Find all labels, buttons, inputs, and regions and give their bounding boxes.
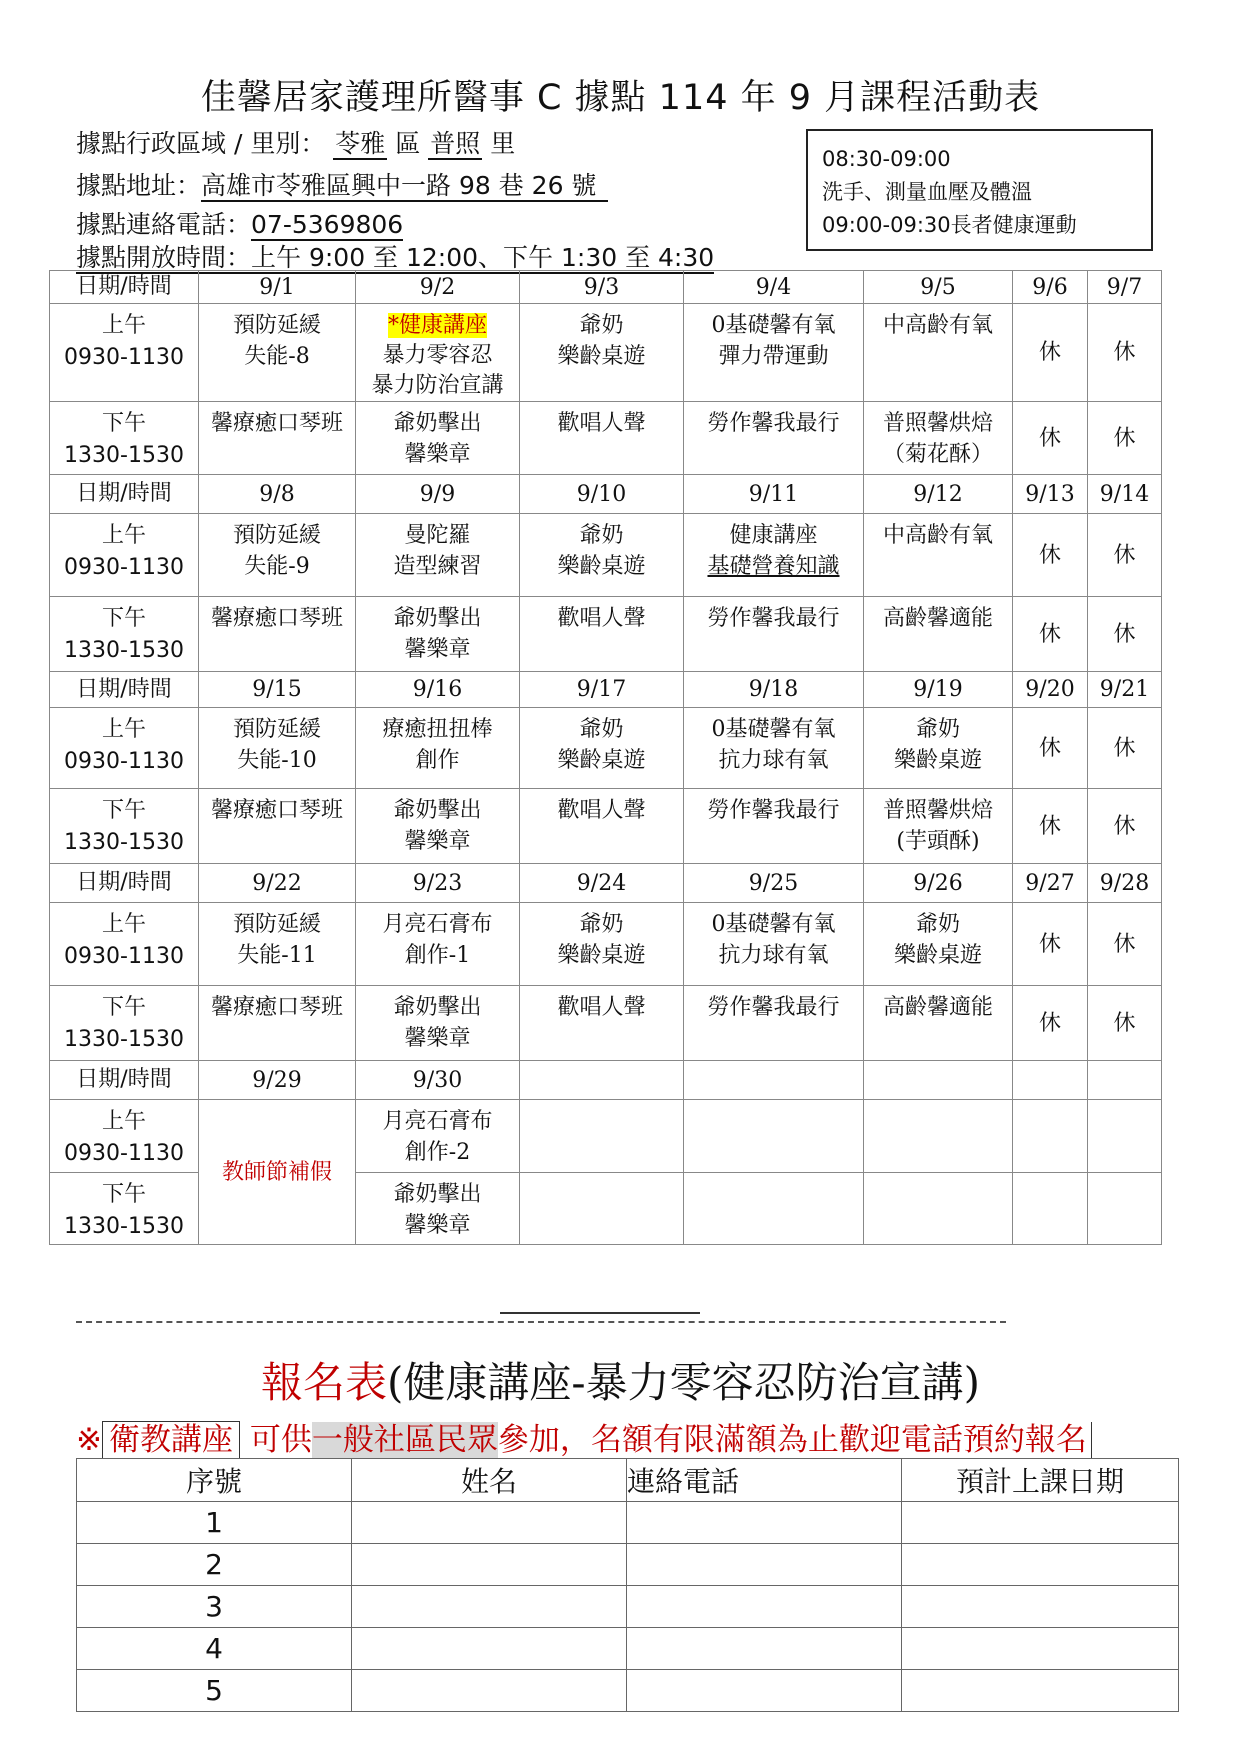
- address-value: 高雄市苓雅區興中一路 98 巷 26 號: [201, 171, 608, 202]
- activity-cell: 馨療癒口琴班: [199, 789, 356, 864]
- activity-cell: 月亮石膏布 創作-1: [356, 903, 520, 986]
- row-number: 2: [77, 1544, 352, 1586]
- activity-cell: 歡唱人聲: [520, 789, 684, 864]
- registration-note: ※ 衛教講座 可供一般社區民眾參加，名額有限滿額為止歡迎電話預約報名: [76, 1414, 1092, 1459]
- health-lecture-highlight: *健康講座: [387, 313, 487, 338]
- general-public-highlight: 一般社區民眾: [311, 1422, 498, 1458]
- phone-field[interactable]: [627, 1544, 902, 1586]
- activity-cell: 療癒扭扭棒 創作: [356, 708, 520, 789]
- am-slot-label: 上午 0930-1130: [50, 304, 199, 402]
- activity-cell: 預防延緩 失能-11: [199, 903, 356, 986]
- rest-cell: 休: [1088, 903, 1162, 986]
- activity-cell: 爺奶擊出 馨樂章: [356, 402, 520, 475]
- empty-cell: [864, 1173, 1013, 1245]
- district-label: 據點行政區域 / 里別：: [76, 129, 326, 158]
- activity-cell-highlight: *健康講座 暴力零容忍 暴力防治宣講: [356, 304, 520, 402]
- empty-cell: [1088, 1061, 1162, 1100]
- address-label: 據點地址：: [76, 171, 202, 200]
- date-cell: 9/22: [199, 864, 356, 903]
- empty-cell: [864, 1100, 1013, 1173]
- activity-cell: 中高齡有氧: [864, 304, 1013, 402]
- activity-cell: 爺奶 樂齡桌遊: [864, 708, 1013, 789]
- activity-cell: 預防延緩 失能-9: [199, 514, 356, 597]
- notice-line-3: 09:00-09:30長者健康運動: [822, 213, 1077, 237]
- registration-row: [77, 1502, 1179, 1544]
- header-label: 日期/時間: [50, 672, 199, 708]
- week4-header-row: [50, 864, 1162, 903]
- phone-field[interactable]: [627, 1502, 902, 1544]
- rest-cell: 休: [1088, 986, 1162, 1061]
- activity-cell: 馨療癒口琴班: [199, 402, 356, 475]
- empty-cell: [520, 1173, 684, 1245]
- rest-cell: 休: [1013, 708, 1088, 789]
- rest-cell: 休: [1088, 514, 1162, 597]
- col-header-number: 序號: [77, 1459, 352, 1502]
- rest-cell: 休: [1088, 304, 1162, 402]
- am-slot-label: 上午 0930-1130: [50, 708, 199, 789]
- activity-cell: 月亮石膏布 創作-2: [356, 1100, 520, 1173]
- date-field[interactable]: [902, 1502, 1179, 1544]
- activity-cell: 爺奶擊出 馨樂章: [356, 1173, 520, 1245]
- rest-cell: 休: [1013, 514, 1088, 597]
- week2-pm-row: [50, 597, 1162, 672]
- header-label: 日期/時間: [50, 475, 199, 514]
- rest-cell: 休: [1013, 402, 1088, 475]
- empty-cell: [1013, 1173, 1088, 1245]
- rest-cell: 休: [1088, 708, 1162, 789]
- activity-cell: 爺奶擊出 馨樂章: [356, 986, 520, 1061]
- activity-cell: 爺奶擊出 馨樂章: [356, 789, 520, 864]
- activity-cell: 爺奶 樂齡桌遊: [520, 903, 684, 986]
- header-label: 日期/時間: [50, 864, 199, 903]
- date-cell: 9/11: [684, 475, 864, 514]
- date-cell: 9/20: [1013, 672, 1088, 708]
- phone-field[interactable]: [627, 1628, 902, 1670]
- district-value: 苓雅: [335, 129, 386, 158]
- week3-am-row: [50, 708, 1162, 789]
- name-field[interactable]: [352, 1544, 627, 1586]
- week2-header-row: [50, 475, 1162, 514]
- registration-row: [77, 1544, 1179, 1586]
- activity-cell: 爺奶 樂齡桌遊: [864, 903, 1013, 986]
- date-cell: 9/19: [864, 672, 1013, 708]
- week1-header-row: [50, 271, 1162, 304]
- activity-cell: 健康講座 基礎營養知識: [684, 514, 864, 597]
- schedule-table: [49, 270, 1162, 1245]
- registration-header-row: [77, 1459, 1179, 1502]
- activity-cell: 0基礎馨有氧 抗力球有氧: [684, 708, 864, 789]
- hours-value: 上午 9:00 至 12:00、下午 1:30 至 4:30: [251, 243, 715, 272]
- empty-cell: [1013, 1100, 1088, 1173]
- row-number: 4: [77, 1628, 352, 1670]
- village-value: 普照: [430, 129, 481, 158]
- activity-cell: 預防延緩 失能-8: [199, 304, 356, 402]
- date-cell: 9/16: [356, 672, 520, 708]
- am-slot-label: 上午 0930-1130: [50, 514, 199, 597]
- date-cell: 9/28: [1088, 864, 1162, 903]
- week2-am-row: [50, 514, 1162, 597]
- activity-cell: 馨療癒口琴班: [199, 986, 356, 1061]
- week1-pm-row: [50, 402, 1162, 475]
- date-field[interactable]: [902, 1586, 1179, 1628]
- activity-cell: 馨療癒口琴班: [199, 597, 356, 672]
- daily-notice-box: [806, 129, 1153, 251]
- activity-cell: 曼陀羅 造型練習: [356, 514, 520, 597]
- notice-line-2: 洗手、測量血壓及體溫: [822, 180, 1032, 204]
- rest-cell: 休: [1013, 597, 1088, 672]
- phone-line: [76, 205, 403, 241]
- nutrition-topic: 基礎營養知識: [707, 554, 840, 579]
- date-cell: 9/8: [199, 475, 356, 514]
- activity-cell: 高齡馨適能: [864, 986, 1013, 1061]
- empty-cell: [520, 1100, 684, 1173]
- registration-row: [77, 1628, 1179, 1670]
- col-header-phone: 連絡電話: [627, 1459, 902, 1502]
- phone-label: 據點連絡電話：: [76, 210, 252, 239]
- date-cell: 9/1: [199, 271, 356, 304]
- activity-cell: 歡唱人聲: [520, 986, 684, 1061]
- activity-cell: 爺奶 樂齡桌遊: [520, 514, 684, 597]
- date-cell: 9/25: [684, 864, 864, 903]
- activity-cell: 歡唱人聲: [520, 402, 684, 475]
- date-cell: 9/10: [520, 475, 684, 514]
- week1-am-row: [50, 304, 1162, 402]
- cut-line-solid: [500, 1312, 700, 1314]
- pm-slot-label: 下午 1330-1530: [50, 986, 199, 1061]
- week5-am-row: [50, 1100, 1162, 1173]
- empty-cell: [520, 1061, 684, 1100]
- date-cell: 9/23: [356, 864, 520, 903]
- activity-cell: 爺奶 樂齡桌遊: [520, 708, 684, 789]
- village-unit: 里: [490, 129, 516, 158]
- date-cell: 9/12: [864, 475, 1013, 514]
- pm-slot-label: 下午 1330-1530: [50, 597, 199, 672]
- date-cell: 9/15: [199, 672, 356, 708]
- date-cell: 9/21: [1088, 672, 1162, 708]
- week3-pm-row: [50, 789, 1162, 864]
- hours-label: 據點開放時間：: [76, 243, 252, 272]
- date-cell: 9/14: [1088, 475, 1162, 514]
- activity-cell: 預防延緩 失能-10: [199, 708, 356, 789]
- activity-cell: 爺奶 樂齡桌遊: [520, 304, 684, 402]
- activity-cell: 歡唱人聲: [520, 597, 684, 672]
- activity-cell: 勞作馨我最行: [684, 789, 864, 864]
- header-label: 日期/時間: [50, 271, 199, 304]
- pm-slot-label: 下午 1330-1530: [50, 789, 199, 864]
- registration-row: [77, 1586, 1179, 1628]
- rest-cell: 休: [1013, 789, 1088, 864]
- name-field[interactable]: [352, 1586, 627, 1628]
- date-cell: 9/13: [1013, 475, 1088, 514]
- am-slot-label: 上午 0930-1130: [50, 1100, 199, 1173]
- date-cell: 9/7: [1088, 271, 1162, 304]
- row-number: 5: [77, 1670, 352, 1712]
- col-header-date: 預計上課日期: [902, 1459, 1179, 1502]
- week3-header-row: [50, 672, 1162, 708]
- district-unit: 區: [395, 129, 421, 158]
- activity-cell: 爺奶擊出 馨樂章: [356, 597, 520, 672]
- date-cell: 9/2: [356, 271, 520, 304]
- col-header-name: 姓名: [352, 1459, 627, 1502]
- address-line: [76, 166, 608, 202]
- rest-cell: 休: [1088, 402, 1162, 475]
- empty-cell: [864, 1061, 1013, 1100]
- am-slot-label: 上午 0930-1130: [50, 903, 199, 986]
- activity-cell: 勞作馨我最行: [684, 597, 864, 672]
- row-number: 3: [77, 1586, 352, 1628]
- empty-cell: [684, 1173, 864, 1245]
- date-cell: 9/24: [520, 864, 684, 903]
- date-cell: 9/3: [520, 271, 684, 304]
- page-title: 佳馨居家護理所醫事 C 據點 114 年 9 月課程活動表: [200, 78, 1041, 118]
- pm-slot-label: 下午 1330-1530: [50, 402, 199, 475]
- date-cell: 9/5: [864, 271, 1013, 304]
- empty-cell: [684, 1061, 864, 1100]
- name-field[interactable]: [352, 1628, 627, 1670]
- date-cell: 9/17: [520, 672, 684, 708]
- date-cell: 9/18: [684, 672, 864, 708]
- rest-cell: 休: [1088, 789, 1162, 864]
- phone-value: 07-5369806: [251, 210, 404, 239]
- date-cell: 9/27: [1013, 864, 1088, 903]
- rest-cell: 休: [1013, 903, 1088, 986]
- registration-row: [77, 1670, 1179, 1712]
- activity-cell: 勞作馨我最行: [684, 986, 864, 1061]
- date-field[interactable]: [902, 1670, 1179, 1712]
- date-cell: 9/29: [199, 1061, 356, 1100]
- date-cell: 9/26: [864, 864, 1013, 903]
- date-field[interactable]: [902, 1628, 1179, 1670]
- phone-field[interactable]: [627, 1670, 902, 1712]
- hours-line: [76, 238, 714, 274]
- pm-slot-label: 下午 1330-1530: [50, 1173, 199, 1245]
- row-number: 1: [77, 1502, 352, 1544]
- empty-cell: [1088, 1173, 1162, 1245]
- week4-am-row: [50, 903, 1162, 986]
- date-cell: 9/30: [356, 1061, 520, 1100]
- date-cell: 9/6: [1013, 271, 1088, 304]
- header-label: 日期/時間: [50, 1061, 199, 1100]
- registration-table: [76, 1458, 1179, 1712]
- empty-cell: [1088, 1100, 1162, 1173]
- registration-title: 報名表(健康講座-暴力零容忍防治宣講): [261, 1358, 980, 1407]
- teachers-day-holiday: 教師節補假: [199, 1100, 356, 1245]
- activity-cell: 0基礎馨有氧 抗力球有氧: [684, 903, 864, 986]
- phone-field[interactable]: [627, 1586, 902, 1628]
- date-cell: 9/9: [356, 475, 520, 514]
- rest-cell: 休: [1088, 597, 1162, 672]
- rest-cell: 休: [1013, 304, 1088, 402]
- activity-cell: 普照馨烘焙 （菊花酥）: [864, 402, 1013, 475]
- activity-cell: 普照馨烘焙 (芋頭酥): [864, 789, 1013, 864]
- week4-pm-row: [50, 986, 1162, 1061]
- empty-cell: [1013, 1061, 1088, 1100]
- empty-cell: [684, 1100, 864, 1173]
- health-education-box: 衛教講座: [102, 1421, 240, 1459]
- name-field[interactable]: [352, 1502, 627, 1544]
- activity-cell: 勞作馨我最行: [684, 402, 864, 475]
- cut-line-dashed: [76, 1321, 1006, 1323]
- activity-cell: 中高齡有氧: [864, 514, 1013, 597]
- activity-cell: 0基礎馨有氧 彈力帶運動: [684, 304, 864, 402]
- date-field[interactable]: [902, 1544, 1179, 1586]
- district-line: [76, 124, 515, 160]
- week5-header-row: [50, 1061, 1162, 1100]
- date-cell: 9/4: [684, 271, 864, 304]
- notice-line-1: 08:30-09:00: [822, 147, 951, 171]
- name-field[interactable]: [352, 1670, 627, 1712]
- rest-cell: 休: [1013, 986, 1088, 1061]
- activity-cell: 高齡馨適能: [864, 597, 1013, 672]
